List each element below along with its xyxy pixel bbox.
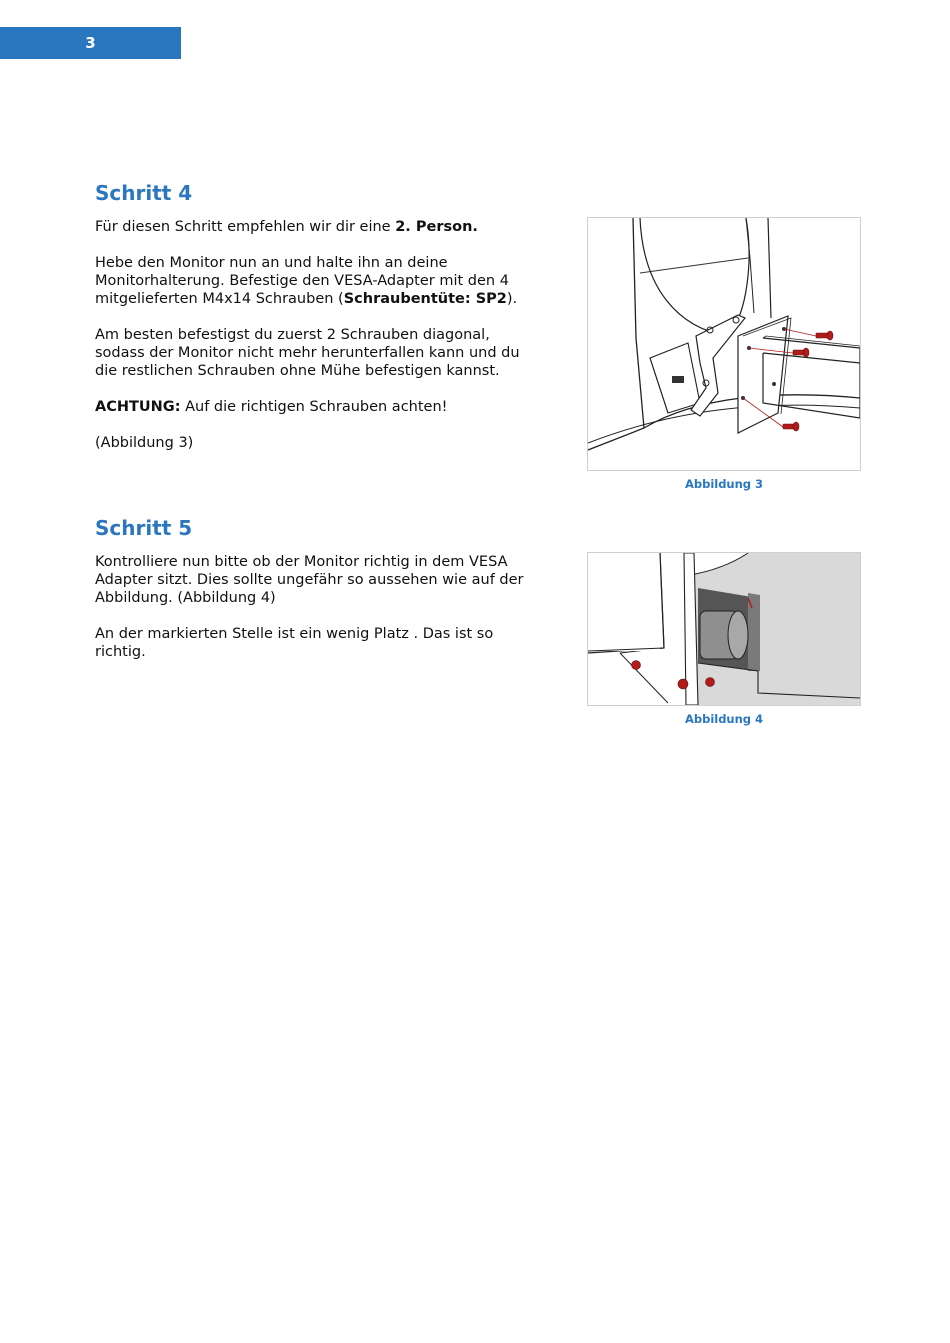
figure-4-illustration <box>587 552 861 706</box>
step4-text <box>95 218 535 470</box>
step5-paragraph-1: Kontrolliere nun bitte ob der Monitor richtig in dem VESA Adapter sitzt. Dies sollte ungefähr so aussehen wie auf der Abbildung. (Abbildung 4) <box>95 554 524 606</box>
monitor-vesa-mounting-drawing <box>588 218 860 470</box>
step5-paragraph-2: An der markierten Stelle ist ein wenig Platz . Das ist so richtig. <box>95 626 494 660</box>
step5-text <box>95 553 535 679</box>
step5-heading: Schritt 5 <box>95 516 193 540</box>
figure-3-caption: Abbildung 3 <box>684 477 764 491</box>
step4-paragraph-3: Am besten befestigst du zuerst 2 Schrauben diagonal, sodass der Monitor nicht mehr herunterfallen kann und du die restlichen Schrauben ohne Mühe befestigen kannst. <box>95 327 520 379</box>
monitor-adapter-closeup-drawing <box>588 553 860 705</box>
step4-warning: ACHTUNG: Auf die richtigen Schrauben achten! <box>95 399 448 415</box>
step4-figure-reference: (Abbildung 3) <box>95 435 194 451</box>
step4-paragraph-1: Für diesen Schritt empfehlen wir dir eine 2. Person. <box>95 219 478 235</box>
figure-3-illustration <box>587 217 861 471</box>
step4-heading: Schritt 4 <box>95 181 193 205</box>
page-number: 3 <box>85 34 96 52</box>
step4-paragraph-2: Hebe den Monitor nun an und halte ihn an deine Monitorhalterung. Befestige den VESA-Adapter mit den 4 mitgelieferten M4x14 Schrauben (Schraubentüte: SP2). <box>95 255 518 307</box>
figure-4-caption: Abbildung 4 <box>684 712 764 726</box>
page-number-tab <box>0 27 181 59</box>
